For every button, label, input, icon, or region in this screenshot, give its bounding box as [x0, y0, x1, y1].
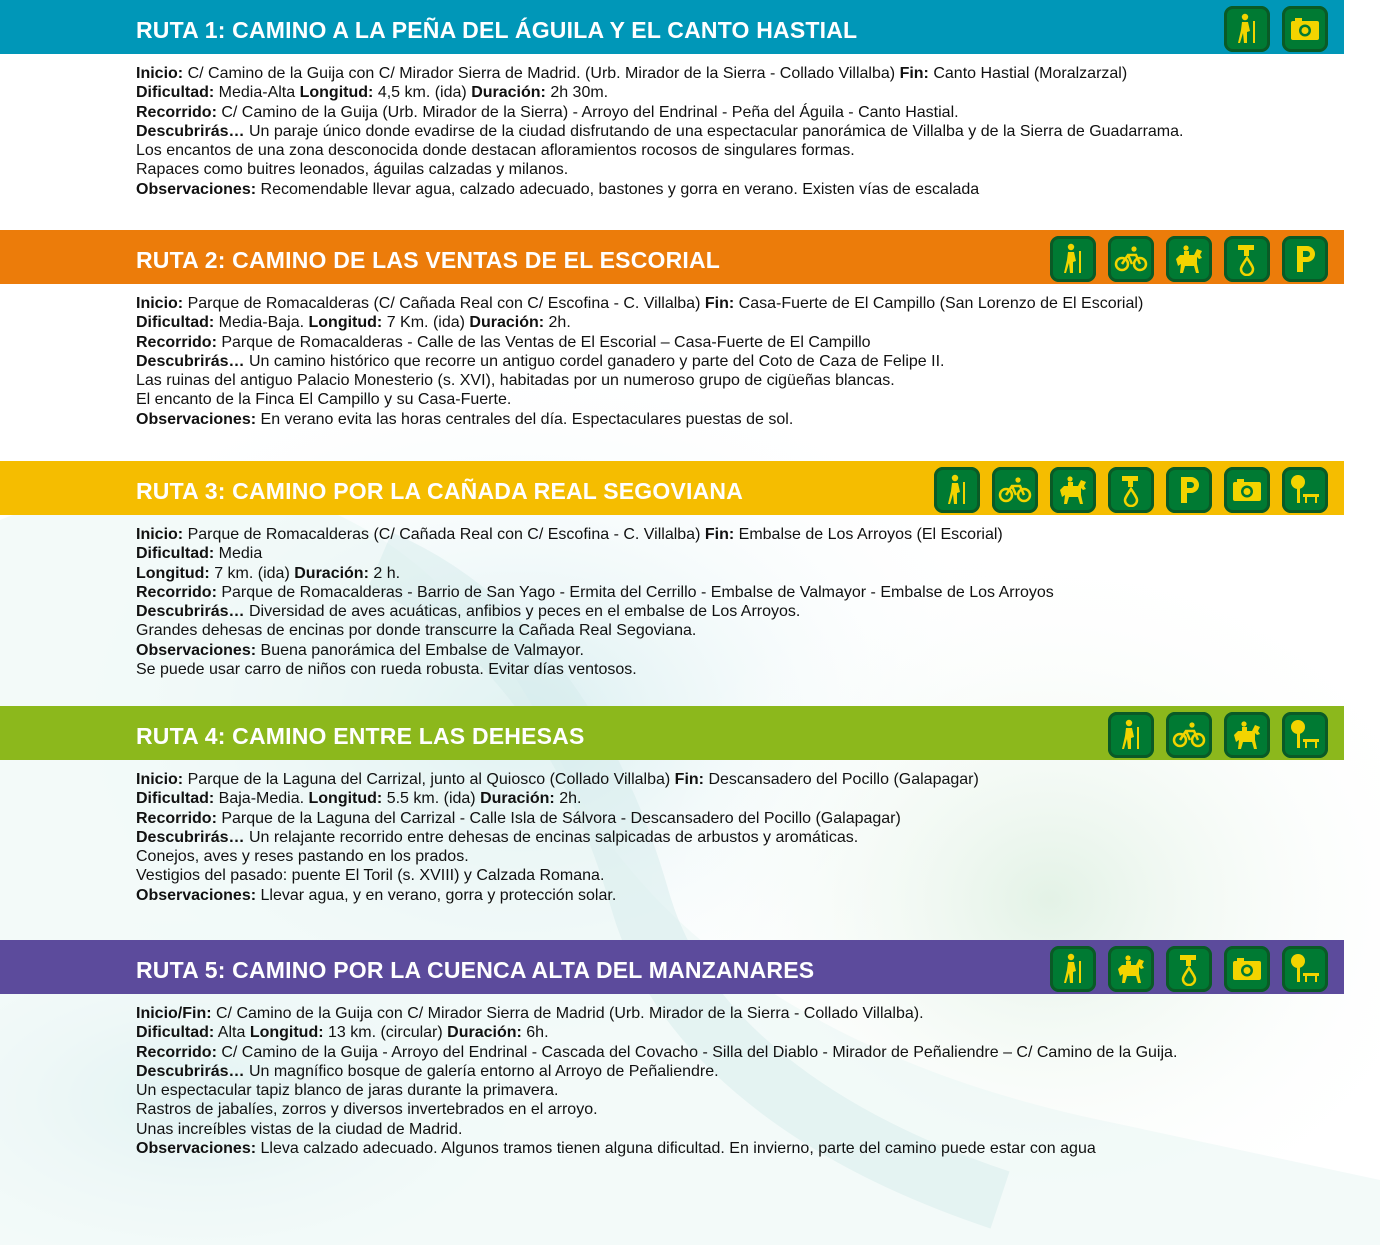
route-1: [0, 0, 1344, 199]
route-5-observaciones: Observaciones: Lleva calzado adecuado. Algunos tramos tienen alguna dificultad. En invierno, parte del camino puede estar con agua: [136, 1140, 1096, 1158]
route-3-header: [0, 461, 1344, 515]
route-1-header: [0, 0, 1344, 54]
route-2-descubriras: Descubrirás… Un camino histórico que recorre un antiguo cordel ganadero y parte del Coto de Caza de Felipe II.: [136, 352, 945, 370]
bicycle-icon: [992, 467, 1038, 513]
route-1-inicio: Inicio: C/ Camino de la Guija con C/ Mirador Sierra de Madrid. (Urb. Mirador de la Sierra - Collado Villalba) Fin: Canto Hastial (Moralzarzal): [136, 65, 1128, 82]
fountain-icon: [1108, 467, 1154, 513]
parking-icon: [1166, 467, 1212, 513]
route-5-extra-2: Rastros de jabalíes, zorros y diversos invertebrados en el arroyo.: [136, 1101, 598, 1119]
route-3-observaciones-extra: Se puede usar carro de niños con rueda robusta. Evitar días ventosos.: [136, 661, 637, 679]
route-4-dificultad: Dificultad: Baja-Media. Longitud: 5.5 km. (ida) Duración: 2h.: [136, 790, 582, 808]
route-2-extra-2: El encanto de la Finca El Campillo y su Casa-Fuerte.: [136, 391, 512, 409]
horse-icon: [1050, 467, 1096, 513]
horse-icon: [1166, 236, 1212, 282]
route-3-body: [136, 525, 1344, 679]
route-5-extra-1: Un espectacular tapiz blanco de jaras durante la primavera.: [136, 1082, 559, 1100]
route-5-inicio: Inicio/Fin: C/ Camino de la Guija con C/ Mirador Sierra de Madrid (Urb. Mirador de la Sierra - Collado Villalba).: [136, 1005, 924, 1022]
fountain-icon: [1224, 236, 1270, 282]
route-2-title: RUTA 2: CAMINO DE LAS VENTAS DE EL ESCORIAL: [136, 247, 721, 273]
route-3-icons: [934, 467, 1328, 513]
route-2-observaciones: Observaciones: En verano evita las horas centrales del día. Espectaculares puestas de sol.: [136, 410, 794, 428]
route-1-observaciones: Observaciones: Recomendable llevar agua, calzado adecuado, bastones y gorra en verano. Existen vías de escalada: [136, 180, 980, 198]
horse-icon: [1224, 712, 1270, 758]
picnic-icon: [1282, 712, 1328, 758]
route-3-recorrido: Recorrido: Parque de Romacalderas - Barrio de San Yago - Ermita del Cerrillo - Embalse de Valmayor - Embalse de Los Arroyos: [136, 583, 1054, 601]
route-4-header: [0, 706, 1344, 760]
route-5: [0, 940, 1344, 1158]
route-2-inicio: Inicio: Parque de Romacalderas (C/ Cañada Real con C/ Escofina - C. Villalba) Fin: Casa-Fuerte de El Campillo (San Lorenzo de El Escorial): [136, 295, 1144, 312]
hiking-icon: [934, 467, 980, 513]
route-4: [0, 706, 1344, 905]
route-5-icons: [1050, 946, 1328, 992]
route-3: [0, 461, 1344, 679]
route-4-inicio: Inicio: Parque de la Laguna del Carrizal, junto al Quiosco (Collado Villalba) Fin: Descansadero del Pocillo (Galapagar): [136, 771, 979, 788]
hiking-icon: [1224, 6, 1270, 52]
picnic-icon: [1282, 946, 1328, 992]
route-1-body: [136, 64, 1344, 199]
parking-icon: [1282, 236, 1328, 282]
route-2-header: [0, 230, 1344, 284]
route-4-body: [136, 770, 1344, 905]
route-2-icons: [1050, 236, 1328, 282]
camera-icon: [1224, 946, 1270, 992]
route-3-inicio: Inicio: Parque de Romacalderas (C/ Cañada Real con C/ Escofina - C. Villalba) Fin: Embalse de Los Arroyos (El Escorial): [136, 526, 1003, 543]
route-3-title: RUTA 3: CAMINO POR LA CAÑADA REAL SEGOVIANA: [136, 478, 744, 504]
route-3-dificultad: Dificultad: Media: [136, 545, 263, 563]
route-2-dificultad: Dificultad: Media-Baja. Longitud: 7 Km. (ida) Duración: 2h.: [136, 314, 571, 332]
route-1-title: RUTA 1: CAMINO A LA PEÑA DEL ÁGUILA Y EL CANTO HASTIAL: [136, 17, 858, 43]
route-5-title: RUTA 5: CAMINO POR LA CUENCA ALTA DEL MANZANARES: [136, 957, 815, 983]
route-2-body: [136, 294, 1344, 429]
route-4-extra-2: Vestigios del pasado: puente El Toril (s. XVIII) y Calzada Romana.: [136, 867, 605, 885]
route-4-icons: [1108, 712, 1328, 758]
route-4-title: RUTA 4: CAMINO ENTRE LAS DEHESAS: [136, 723, 585, 749]
route-2: [0, 230, 1344, 429]
hiking-icon: [1050, 946, 1096, 992]
route-1-extra-1: Los encantos de una zona desconocida donde destacan afloramientos rocosos de singulares formas.: [136, 142, 855, 160]
route-3-extra-1: Grandes dehesas de encinas por donde transcurre la Cañada Real Segoviana.: [136, 622, 697, 640]
route-5-extra-3: Unas increíbles vistas de la ciudad de Madrid.: [136, 1120, 463, 1138]
route-5-dificultad: Dificultad: Alta Longitud: 13 km. (circular) Duración: 6h.: [136, 1024, 549, 1042]
hiking-icon: [1108, 712, 1154, 758]
fountain-icon: [1166, 946, 1212, 992]
horse-icon: [1108, 946, 1154, 992]
route-4-descubriras: Descubrirás… Un relajante recorrido entre dehesas de encinas salpicadas de arbustos y aromáticas.: [136, 828, 859, 846]
camera-icon: [1224, 467, 1270, 513]
bicycle-icon: [1166, 712, 1212, 758]
picnic-icon: [1282, 467, 1328, 513]
route-1-extra-2: Rapaces como buitres leonados, águilas calzadas y milanos.: [136, 161, 569, 179]
route-2-extra-1: Las ruinas del antiguo Palacio Monesterio (s. XVI), habitadas por un numeroso grupo de cigüeñas blancas.: [136, 372, 895, 390]
route-3-descubriras: Descubrirás… Diversidad de aves acuáticas, anfibios y peces en el embalse de Los Arroyos.: [136, 603, 801, 621]
route-5-body: [136, 1004, 1344, 1158]
route-3-longitud: Longitud: 7 km. (ida) Duración: 2 h.: [136, 564, 401, 582]
route-4-recorrido: Recorrido: Parque de la Laguna del Carrizal - Calle Isla de Sálvora - Descansadero del Pocillo (Galapagar): [136, 809, 901, 827]
route-4-observaciones: Observaciones: Llevar agua, y en verano, gorra y protección solar.: [136, 886, 617, 904]
route-3-observaciones: Observaciones: Buena panorámica del Embalse de Valmayor.: [136, 641, 584, 659]
route-1-icons: [1224, 6, 1328, 52]
route-5-descubriras: Descubrirás… Un magnífico bosque de galería entorno al Arroyo de Peñaliendre.: [136, 1062, 719, 1080]
route-2-recorrido: Recorrido: Parque de Romacalderas - Calle de las Ventas de El Escorial – Casa-Fuerte de El Campillo: [136, 333, 871, 351]
route-4-extra-1: Conejos, aves y reses pastando en los prados.: [136, 848, 469, 866]
route-1-dificultad: Dificultad: Media-Alta Longitud: 4,5 km. (ida) Duración: 2h 30m.: [136, 84, 609, 102]
bicycle-icon: [1108, 236, 1154, 282]
route-1-descubriras: Descubrirás… Un paraje único donde evadirse de la ciudad disfrutando de una espectacular panorámica de Villalba y de la Sierra de Guadarrama.: [136, 122, 1184, 140]
route-1-recorrido: Recorrido: C/ Camino de la Guija (Urb. Mirador de la Sierra) - Arroyo del Endrinal - Peña del Águila - Canto Hastial.: [136, 103, 959, 121]
route-5-header: [0, 940, 1344, 994]
route-5-recorrido: Recorrido: C/ Camino de la Guija - Arroyo del Endrinal - Cascada del Covacho - Silla del Diablo - Mirador de Peñaliendre – C/ Camino de la Guija.: [136, 1043, 1178, 1061]
camera-icon: [1282, 6, 1328, 52]
hiking-icon: [1050, 236, 1096, 282]
